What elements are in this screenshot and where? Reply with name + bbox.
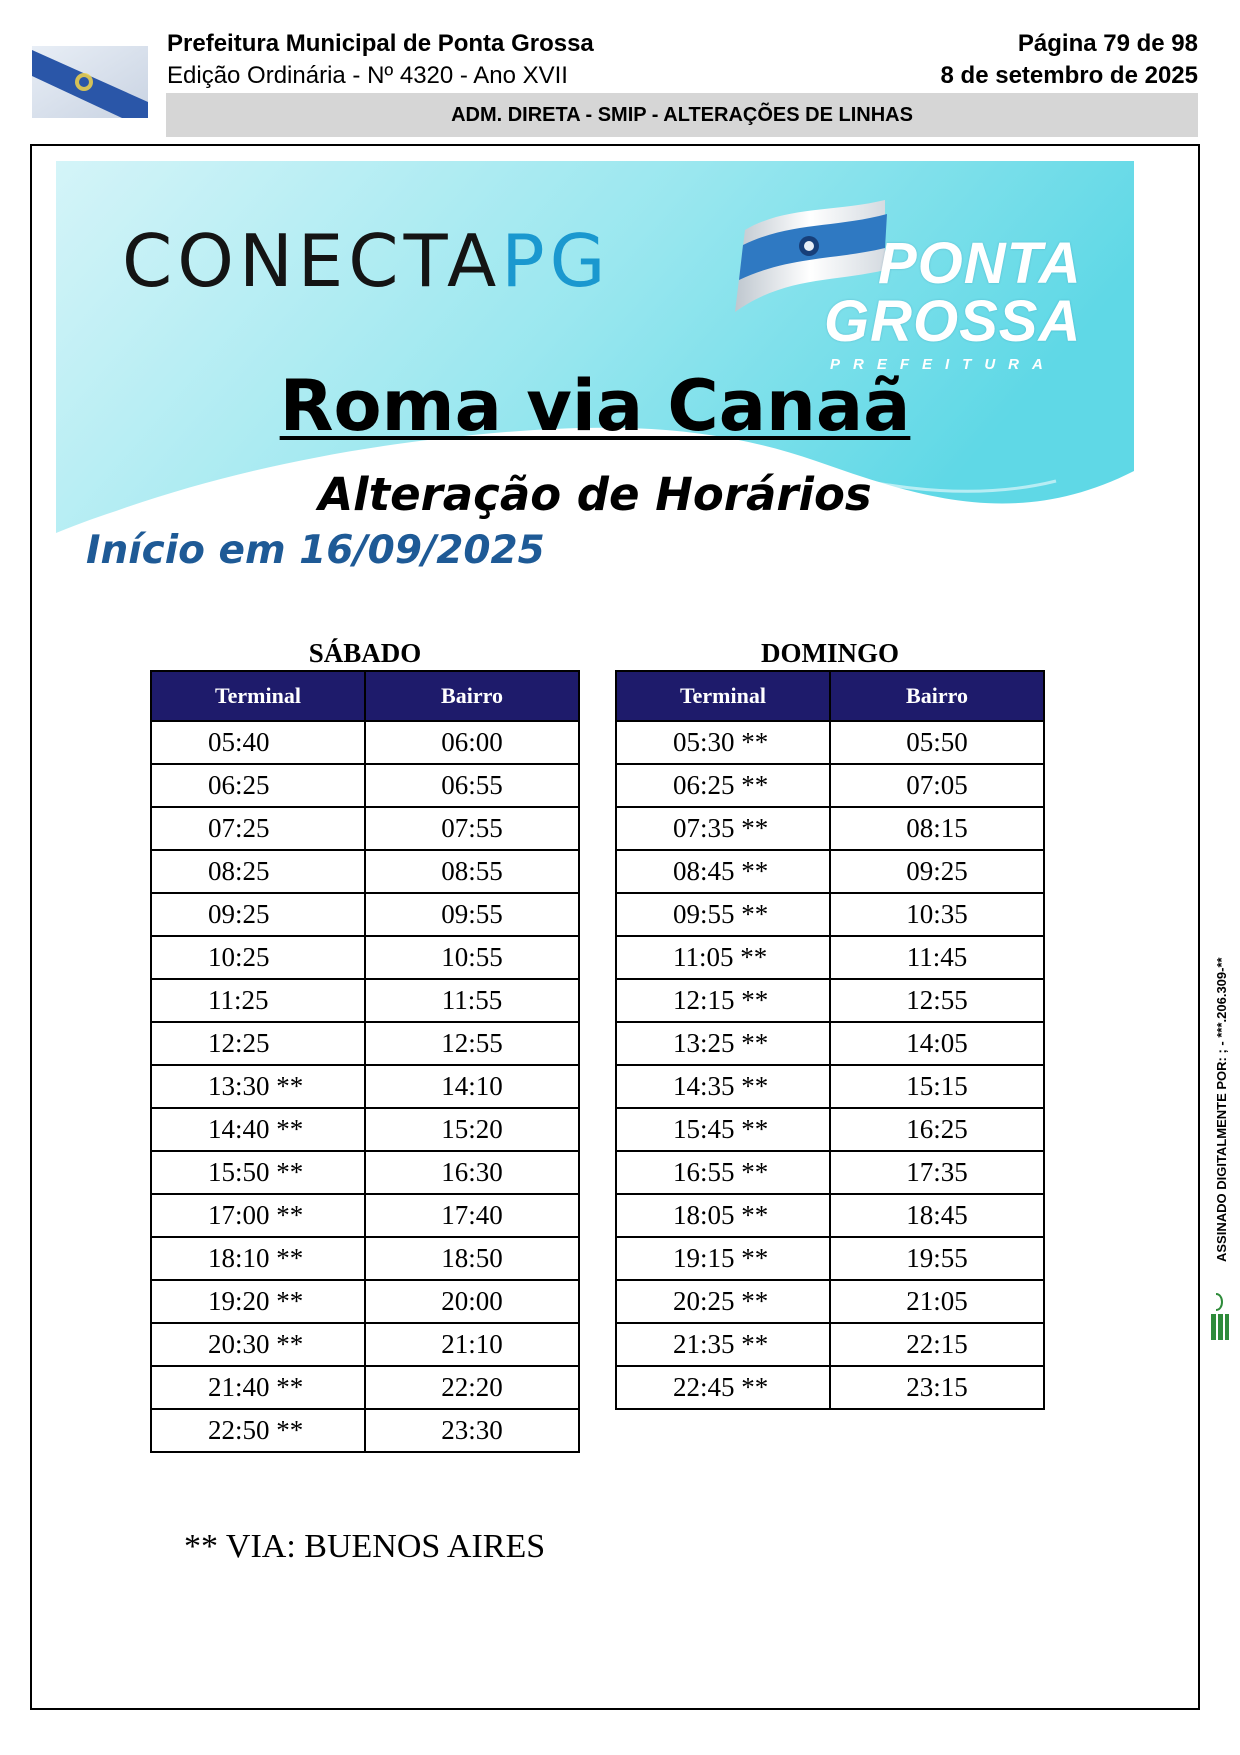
bairro-time: 14:05: [830, 1022, 1044, 1065]
saturday-table: [150, 670, 580, 1453]
table-row: [616, 1022, 1044, 1065]
terminal-time: 14:35 **: [616, 1065, 830, 1108]
table-row: [151, 1323, 579, 1366]
terminal-time: 05:40: [151, 721, 365, 764]
bairro-time: 16:25: [830, 1108, 1044, 1151]
sunday-table: [615, 670, 1045, 1410]
bairro-time: 15:15: [830, 1065, 1044, 1108]
table-row: [151, 1194, 579, 1237]
terminal-time: 13:30 **: [151, 1065, 365, 1108]
table-row: [151, 850, 579, 893]
table-row: [616, 721, 1044, 764]
digital-signature: ASSINADO DIGITALMENTE POR: ; - ***.206.309-**: [1214, 957, 1229, 1262]
table-header-row: [616, 671, 1044, 721]
table-row: [616, 936, 1044, 979]
publication-date: 8 de setembro de 2025: [940, 62, 1198, 89]
bairro-time: 07:05: [830, 764, 1044, 807]
bairro-time: 10:55: [365, 936, 579, 979]
terminal-time: 13:25 **: [616, 1022, 830, 1065]
terminal-time: 09:25: [151, 893, 365, 936]
terminal-header: Terminal: [616, 671, 830, 721]
terminal-time: 07:25: [151, 807, 365, 850]
conectapg-logo: [122, 219, 611, 303]
bairro-time: 18:45: [830, 1194, 1044, 1237]
table-row: [151, 893, 579, 936]
terminal-time: 09:55 **: [616, 893, 830, 936]
bairro-time: 08:15: [830, 807, 1044, 850]
bairro-time: 17:40: [365, 1194, 579, 1237]
bairro-time: 05:50: [830, 721, 1044, 764]
table-row: [151, 764, 579, 807]
conecta-text: CONECTA: [122, 219, 502, 303]
table-row: [616, 850, 1044, 893]
route-title-text: Roma via Canaã: [279, 365, 911, 447]
terminal-time: 20:30 **: [151, 1323, 365, 1366]
terminal-time: 08:45 **: [616, 850, 830, 893]
saturday-title: SÁBADO: [308, 638, 422, 668]
terminal-time: 17:00 **: [151, 1194, 365, 1237]
table-row: [616, 1366, 1044, 1409]
terminal-time: 07:35 **: [616, 807, 830, 850]
table-row: [616, 893, 1044, 936]
table-row: [151, 1366, 579, 1409]
table-row: [616, 1237, 1044, 1280]
terminal-time: 20:25 **: [616, 1280, 830, 1323]
terminal-header: Terminal: [151, 671, 365, 721]
terminal-time: 16:55 **: [616, 1151, 830, 1194]
bairro-time: 15:20: [365, 1108, 579, 1151]
bairro-time: 11:45: [830, 936, 1044, 979]
bairro-time: 07:55: [365, 807, 579, 850]
bairro-time: 22:20: [365, 1366, 579, 1409]
sunday-schedule: [615, 636, 1045, 1410]
bairro-time: 23:15: [830, 1366, 1044, 1409]
table-header-row: [151, 671, 579, 721]
prefeitura-wordmark: PREFEITURA: [830, 356, 1056, 373]
icp-brasil-icon: [1208, 1288, 1232, 1344]
table-row: [151, 1237, 579, 1280]
terminal-time: 10:25: [151, 936, 365, 979]
table-row: [151, 1280, 579, 1323]
terminal-time: 15:45 **: [616, 1108, 830, 1151]
bairro-time: 12:55: [365, 1022, 579, 1065]
terminal-time: 05:30 **: [616, 721, 830, 764]
bairro-time: 09:55: [365, 893, 579, 936]
table-row: [151, 1409, 579, 1452]
bairro-time: 23:30: [365, 1409, 579, 1452]
terminal-time: 21:35 **: [616, 1323, 830, 1366]
table-row: [151, 936, 579, 979]
bairro-time: 22:15: [830, 1323, 1044, 1366]
terminal-time: 19:20 **: [151, 1280, 365, 1323]
table-row: [151, 1151, 579, 1194]
table-row: [616, 1280, 1044, 1323]
table-row: [151, 807, 579, 850]
terminal-time: 15:50 **: [151, 1151, 365, 1194]
bairro-time: 06:55: [365, 764, 579, 807]
saturday-schedule: [150, 636, 580, 1453]
terminal-time: 22:50 **: [151, 1409, 365, 1452]
terminal-time: 18:05 **: [616, 1194, 830, 1237]
terminal-time: 11:05 **: [616, 936, 830, 979]
bairro-time: 21:10: [365, 1323, 579, 1366]
bairro-time: 21:05: [830, 1280, 1044, 1323]
bairro-time: 17:35: [830, 1151, 1044, 1194]
terminal-time: 19:15 **: [616, 1237, 830, 1280]
terminal-time: 06:25 **: [616, 764, 830, 807]
table-row: [151, 1022, 579, 1065]
bairro-time: 11:55: [365, 979, 579, 1022]
bairro-header: Bairro: [365, 671, 579, 721]
bairro-time: 14:10: [365, 1065, 579, 1108]
section-bar: [166, 93, 1198, 137]
table-row: [616, 1065, 1044, 1108]
table-row: [151, 1065, 579, 1108]
pg-text: PG: [501, 219, 611, 303]
route-title: [0, 365, 1190, 447]
table-row: [151, 721, 579, 764]
edition-info: Edição Ordinária - Nº 4320 - Ano XVII: [167, 62, 568, 89]
city-flag-icon: [32, 46, 148, 118]
bairro-time: 18:50: [365, 1237, 579, 1280]
table-row: [616, 1194, 1044, 1237]
bairro-time: 12:55: [830, 979, 1044, 1022]
bairro-time: 08:55: [365, 850, 579, 893]
table-row: [151, 979, 579, 1022]
terminal-time: 11:25: [151, 979, 365, 1022]
terminal-time: 06:25: [151, 764, 365, 807]
terminal-time: 18:10 **: [151, 1237, 365, 1280]
table-row: [616, 1108, 1044, 1151]
table-row: [616, 764, 1044, 807]
ponta-grossa-wordmark-top: PONTA: [878, 231, 1082, 296]
organization-name: Prefeitura Municipal de Ponta Grossa: [167, 30, 594, 57]
start-date: Início em 16/09/2025: [86, 528, 545, 573]
change-subtitle: Alteração de Horários: [318, 468, 872, 521]
table-row: [616, 979, 1044, 1022]
table-row: [151, 1108, 579, 1151]
terminal-time: 12:25: [151, 1022, 365, 1065]
terminal-time: 22:45 **: [616, 1366, 830, 1409]
bairro-time: 19:55: [830, 1237, 1044, 1280]
terminal-time: 12:15 **: [616, 979, 830, 1022]
ponta-grossa-wordmark-bottom: GROSSA: [824, 289, 1082, 354]
bairro-time: 09:25: [830, 850, 1044, 893]
bairro-time: 06:00: [365, 721, 579, 764]
bairro-time: 20:00: [365, 1280, 579, 1323]
bairro-time: 10:35: [830, 893, 1044, 936]
page-number: Página 79 de 98: [1017, 30, 1198, 57]
terminal-time: 14:40 **: [151, 1108, 365, 1151]
table-row: [616, 1323, 1044, 1366]
bairro-header: Bairro: [830, 671, 1044, 721]
table-row: [616, 807, 1044, 850]
bairro-time: 16:30: [365, 1151, 579, 1194]
terminal-time: 21:40 **: [151, 1366, 365, 1409]
table-row: [616, 1151, 1044, 1194]
terminal-time: 08:25: [151, 850, 365, 893]
sunday-title: DOMINGO: [761, 638, 899, 668]
section-title: ADM. DIRETA - SMIP - ALTERAÇÕES DE LINHAS: [451, 103, 913, 126]
route-footnote: ** VIA: BUENOS AIRES: [184, 1528, 546, 1565]
